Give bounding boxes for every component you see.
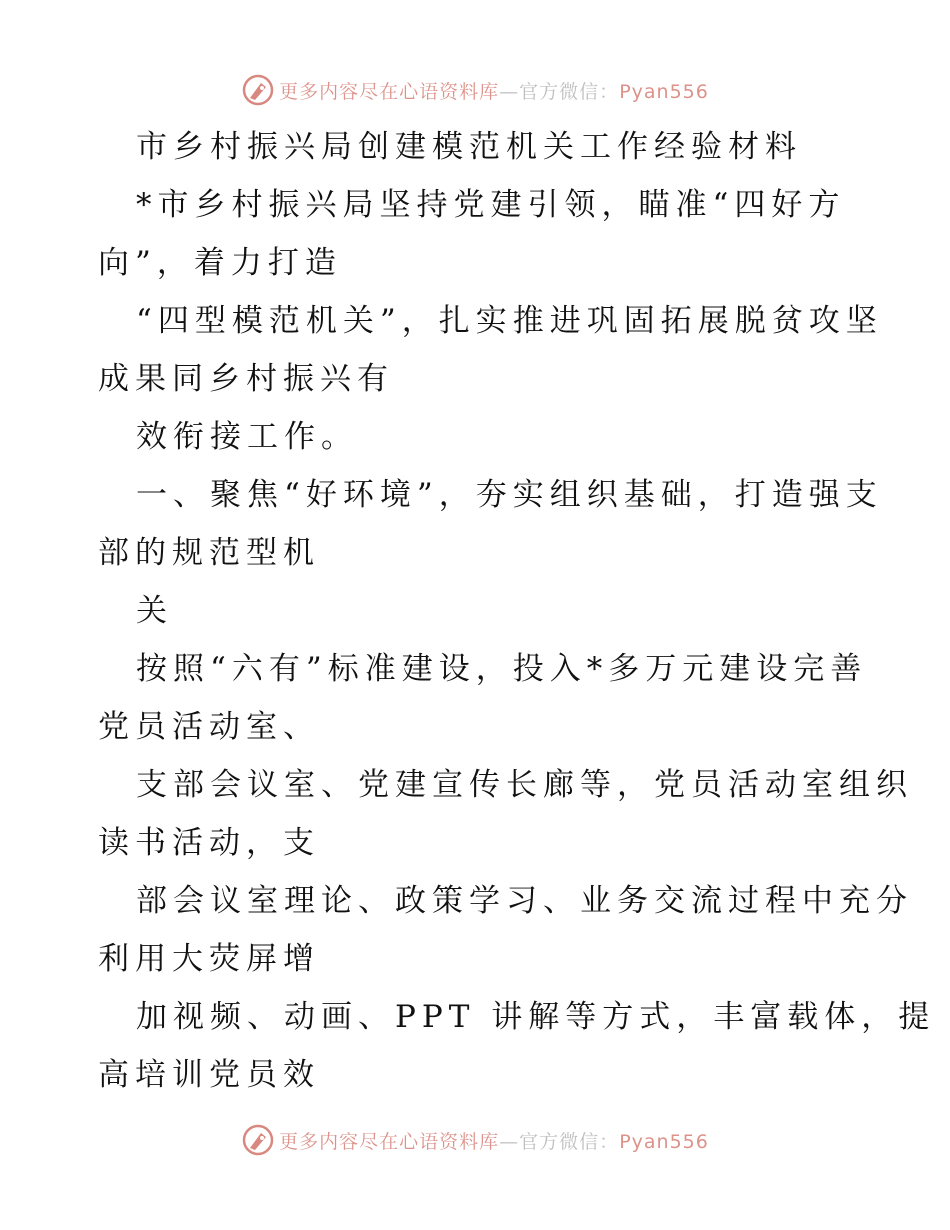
paragraph-line: 利用大荧屏增 xyxy=(98,941,320,977)
paragraph-line: 高培训党员效 xyxy=(98,1057,320,1093)
paragraph-line: 党员活动室、 xyxy=(98,709,320,745)
watermark-text: 更多内容尽在心语资料库—官方微信：Pyan556 xyxy=(279,1130,709,1153)
section-heading-line: 关 xyxy=(136,593,173,629)
paragraph-line: “四型模范机关”，扎实推进巩固拓展脱贫攻坚 xyxy=(136,303,883,339)
document-title: 市乡村振兴局创建模范机关工作经验材料 xyxy=(136,129,802,165)
paragraph-line: 按照“六有”标准建设，投入*多万元建设完善 xyxy=(136,651,868,687)
watermark-footer xyxy=(0,1120,950,1160)
paragraph-line: *市乡村振兴局坚持党建引领，瞄准“四好方 xyxy=(136,187,846,223)
section-heading-line: 部的规范型机 xyxy=(98,535,320,571)
paragraph-line: 加视频、动画、PPT 讲解等方式，丰富载体，提 xyxy=(136,999,936,1035)
pen-nib-logo-icon xyxy=(241,73,275,107)
document-body xyxy=(98,118,936,1104)
paragraph-line: 读书活动，支 xyxy=(98,825,320,861)
paragraph-line: 成果同乡村振兴有 xyxy=(98,361,394,397)
paragraph-line: 部会议室理论、政策学习、业务交流过程中充分 xyxy=(136,883,913,919)
section-heading-line: 一、聚焦“好环境”，夯实组织基础，打造强支 xyxy=(136,477,883,513)
paragraph-line: 向”，着力打造 xyxy=(98,245,342,281)
pen-nib-logo-icon xyxy=(241,1123,275,1157)
watermark-header xyxy=(0,70,950,110)
watermark-text: 更多内容尽在心语资料库—官方微信：Pyan556 xyxy=(279,80,709,103)
paragraph-line: 支部会议室、党建宣传长廊等，党员活动室组织 xyxy=(136,767,913,803)
paragraph-line: 效衔接工作。 xyxy=(136,419,358,455)
